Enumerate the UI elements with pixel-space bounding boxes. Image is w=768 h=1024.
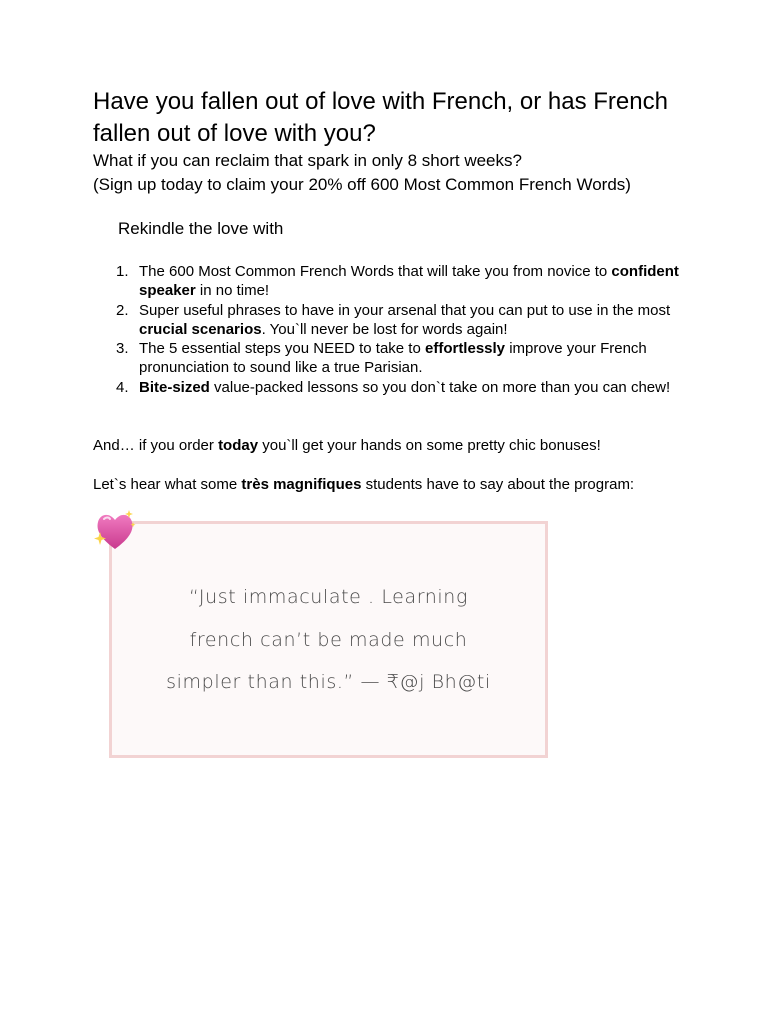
emphasis: today (218, 437, 259, 454)
rekindle-intro: Rekindle the love with (118, 219, 284, 238)
bonus-line: And… if you order today you`ll get your hands on some pretty chic bonuses! (93, 437, 601, 454)
list-item: 4. Bite-sized value-packed lessons so you don`t take on more than you can chew! (116, 378, 671, 396)
subheadline: What if you can reclaim that spark in only 8 short weeks? (93, 151, 522, 170)
students-line: Let`s hear what some très magnifiques students have to say about the program: (93, 476, 635, 493)
emphasis: effortlessly (424, 340, 506, 358)
quote-line: french can’t be made much (189, 628, 468, 651)
emphasis: confident speaker (139, 263, 679, 300)
list-item: 3. The 5 essential steps you NEED to take to effortlessly improve your French pronunciation to sound like a true Parisian. (116, 340, 647, 377)
list-number: 3. (116, 340, 129, 358)
sparkling-heart-icon (92, 508, 138, 552)
list-item: 1. The 600 Most Common French Words that will take you from novice to confident speaker in no time! (116, 263, 679, 300)
headline: Have you fallen out of love with French, or has French fallen out of love with you? (93, 88, 668, 147)
emphasis: très magnifiques (241, 476, 362, 493)
benefits-list (93, 262, 693, 397)
list-number: 4. (116, 378, 129, 396)
quote-line: “Just immaculate . Learning (189, 586, 468, 608)
quote-line: simpler than this.” — ₹@j Bh@ti (166, 671, 491, 693)
offer-line: (Sign up today to claim your 20% off 600 Most Common French Words) (93, 175, 631, 194)
list-item: 2. Super useful phrases to have in your arsenal that you can put to use in the most crucial scenarios. You`ll never be lost for words again! (116, 301, 671, 338)
testimonial-quote (112, 576, 545, 704)
emphasis: crucial scenarios (139, 320, 262, 338)
testimonial-card (109, 521, 548, 758)
emphasis: Bite-sized (139, 378, 210, 396)
list-number: 1. (116, 263, 129, 280)
list-number: 2. (116, 301, 129, 319)
